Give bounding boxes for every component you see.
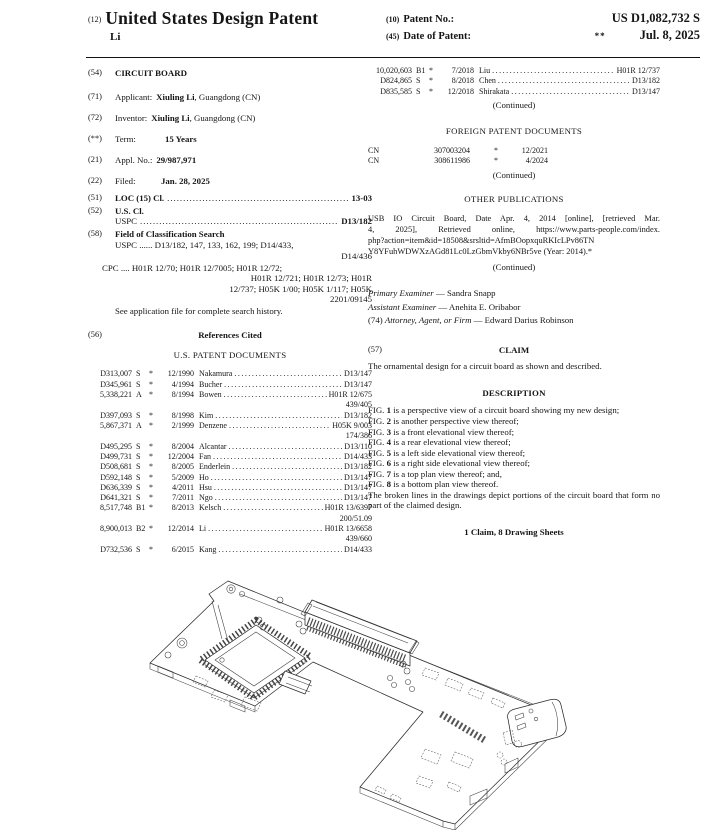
invention-title: CIRCUIT BOARD xyxy=(115,68,187,78)
attorney-name: Edward Darius Robinson xyxy=(484,315,574,326)
publication-line: USB IO Circuit Board, Date Apr. 4, 2014 [online], [retrieved Mar. xyxy=(368,213,660,223)
ref-examiner-cite-star: * xyxy=(149,482,153,492)
fig-prefix: FIG. xyxy=(368,468,385,479)
em-dash: — xyxy=(438,301,448,312)
inventor-label: Inventor: xyxy=(115,112,148,123)
cpc-search-line: 12/737; H05K 1/00; H05K 1/117; H05K xyxy=(229,283,372,294)
ref-classification: D14/433 xyxy=(344,451,372,461)
patent-number: US D1,082,732 S xyxy=(611,11,700,25)
em-dash: — xyxy=(473,315,483,326)
ref-date: 8/1998 xyxy=(171,410,194,420)
applicant-location: , Guangdong (CN) xyxy=(194,91,261,102)
ref-date: 6/2015 xyxy=(171,544,194,554)
ref-date: 12/1990 xyxy=(167,369,194,379)
ref-inventor-name: Li xyxy=(199,524,207,534)
ref-kind-code: S xyxy=(136,472,141,482)
uspc-search-line: USPC ...... D13/182, 147, 133, 162, 199; D14/433, xyxy=(115,240,294,251)
ref-patent-number: D508,681 xyxy=(100,462,132,472)
ref-classification: D13/182 xyxy=(344,410,372,420)
ref-date: 8/1994 xyxy=(171,390,194,400)
ref-classification: H01R 12/737 xyxy=(616,66,660,75)
ref-inventor-name: Ho xyxy=(199,472,209,482)
ref-classification: H01R 13/6397 xyxy=(324,503,372,513)
ref-examiner-cite-star: * xyxy=(149,524,153,534)
loc-class-value: 13-03 xyxy=(351,193,372,204)
inventor-surname: Li xyxy=(110,30,121,43)
ref-inventor-name: Enderlein xyxy=(199,462,231,472)
ref-patent-number: D499,731 xyxy=(100,451,132,461)
filed-date: Jan. 28, 2025 xyxy=(161,175,210,186)
ref-patent-number: 8,900,013 xyxy=(100,524,132,534)
patent-date: Jul. 8, 2025 xyxy=(639,28,700,42)
ref-examiner-cite-star: * xyxy=(149,420,153,430)
ref-kind-code: S xyxy=(136,482,141,492)
fig-text: is a rear elevational view thereof; xyxy=(393,437,511,448)
ref-kind-code: S xyxy=(136,462,141,472)
ref-classification: D13/147 xyxy=(632,86,660,96)
ref-inventor-name: Chen xyxy=(479,76,496,86)
fig-number: 4 xyxy=(386,437,391,448)
ref-inventor-name: Nakamura xyxy=(199,369,233,379)
ref-kind-code: S xyxy=(136,441,141,451)
ref-classification: D13/147 xyxy=(344,493,372,503)
ref-classification: H05K 9/003 xyxy=(332,420,372,430)
ref-patent-number: D495,295 xyxy=(100,441,132,451)
fig-prefix: FIG. xyxy=(368,426,385,437)
ref-classification: D13/147 xyxy=(344,472,372,482)
ref-examiner-cite-star: * xyxy=(149,410,153,420)
fig-text: is another perspective view thereof; xyxy=(393,415,519,426)
other-publications-heading: OTHER PUBLICATIONS xyxy=(464,194,564,205)
ref-date: 8/2004 xyxy=(171,441,194,451)
ref-patent-number: D313,007 xyxy=(100,369,132,379)
references-cited-title: References Cited xyxy=(198,330,262,341)
date-of-patent-label: Date of Patent: xyxy=(403,31,471,42)
publication-line: Y8YFuhWDWXzAGd81Lc0LzGbmVkby6NBr5ve (Year: 2014).* xyxy=(368,246,593,256)
claim-title: CLAIM xyxy=(498,344,530,355)
ref-classification: D14/433 xyxy=(344,544,372,554)
loc-class-label: LOC (15) Cl. xyxy=(115,193,165,204)
foreign-country-code: CN xyxy=(368,146,380,156)
ref-patent-number: 5,338,221 xyxy=(100,390,132,400)
us-class-label: U.S. Cl. xyxy=(115,205,144,216)
ref-classification: H01R 13/6658 xyxy=(324,524,372,534)
fig-number: 3 xyxy=(386,426,391,437)
ref-inventor-name: Kelsch xyxy=(199,503,222,513)
ref-date: 7/2011 xyxy=(172,493,194,503)
ref-examiner-cite-star: * xyxy=(149,441,153,451)
ref-classification: D13/182 xyxy=(344,462,372,472)
em-dash: — xyxy=(435,288,445,299)
fig-text: is a top plan view thereof; and, xyxy=(393,468,502,479)
ref-patent-number: D641,321 xyxy=(100,493,132,503)
fig-prefix: FIG. xyxy=(368,458,385,469)
fig-text: is a bottom plan view thereof. xyxy=(393,479,499,490)
ref-inventor-name: Liu xyxy=(479,66,491,75)
ref-kind-code: S xyxy=(136,493,141,503)
ref-date: 8/2005 xyxy=(171,462,194,472)
continued-note: (Continued) xyxy=(492,99,536,110)
ref-patent-number: D345,961 xyxy=(100,379,132,389)
ref-patent-number: D592,148 xyxy=(100,472,132,482)
ref-classification: D13/147 xyxy=(344,369,372,379)
fig-prefix: FIG. xyxy=(368,437,385,448)
ref-inventor-name: Bucher xyxy=(199,379,223,389)
filed-label: Filed: xyxy=(115,175,136,186)
field-number-74: (74) xyxy=(368,315,383,326)
ref-kind-code: B2 xyxy=(136,524,146,534)
us-patent-documents-heading: U.S. PATENT DOCUMENTS xyxy=(173,349,287,360)
ref-kind-code: S xyxy=(416,76,421,86)
ref-inventor-name: Alcantar xyxy=(199,441,227,451)
cpc-search-line: H01R 12/721; H01R 12/73; H01R xyxy=(250,273,372,284)
field-number: (56) xyxy=(88,330,102,340)
field-number: (**) xyxy=(88,133,102,143)
fig-number: 8 xyxy=(386,479,391,490)
ref-kind-code: B1 xyxy=(136,503,146,513)
ref-inventor-name: Hsu xyxy=(199,482,212,492)
foreign-cite-star: * xyxy=(494,146,498,156)
ref-kind-code: A xyxy=(136,420,142,430)
foreign-patent-documents-heading: FOREIGN PATENT DOCUMENTS xyxy=(445,126,583,137)
ref-date: 2/1999 xyxy=(171,420,194,430)
ref-kind-code: S xyxy=(136,451,141,461)
uspc-label: USPC xyxy=(115,216,138,227)
ref-inventor-name: Fan xyxy=(199,451,211,461)
ref-classification-continued: 200/51.09 xyxy=(339,513,372,523)
primary-examiner-name: Sandra Snapp xyxy=(446,288,496,299)
fig-number: 6 xyxy=(386,458,391,469)
field-number-10: (10) xyxy=(386,15,400,24)
fig-text: is a left side elevational view thereof; xyxy=(393,447,526,458)
ref-kind-code: S xyxy=(136,544,141,554)
ref-examiner-cite-star: * xyxy=(429,66,433,75)
ref-examiner-cite-star: * xyxy=(429,86,433,96)
publication-line: php?action=item&id=18508&srsltid=AfmBOopxquRKIcLPv86TN xyxy=(368,235,595,245)
field-number: (72) xyxy=(88,112,102,122)
claims-sheets-note: 1 Claim, 8 Drawing Sheets xyxy=(464,526,564,537)
fig-text: is a perspective view of a circuit board showing my new design; xyxy=(393,405,620,416)
attorney-label: Attorney, Agent, or Firm xyxy=(384,315,472,326)
field-number: (51) xyxy=(88,193,102,203)
uspc-value: D13/182 xyxy=(341,216,372,227)
fig-prefix: FIG. xyxy=(368,479,385,490)
field-number: (52) xyxy=(88,205,102,215)
foreign-cite-star: * xyxy=(494,156,498,166)
ref-inventor-name: Bowen xyxy=(199,390,222,400)
ref-patent-number: 5,867,371 xyxy=(100,420,132,430)
applicant-name: Xiuling Li xyxy=(156,91,195,102)
ref-examiner-cite-star: * xyxy=(149,493,153,503)
ref-classification-continued: 174/386 xyxy=(345,431,372,441)
broken-lines-note: The broken lines in the drawings depict portions of the circuit board that form no part of the claimed design. xyxy=(368,489,660,511)
ref-examiner-cite-star: * xyxy=(149,472,153,482)
ref-date: 5/2009 xyxy=(171,472,194,482)
ref-kind-code: S xyxy=(416,86,421,96)
fig-prefix: FIG. xyxy=(368,405,385,416)
description-heading: DESCRIPTION xyxy=(482,387,546,398)
foreign-patent-number: 307003204 xyxy=(434,146,470,156)
ref-inventor-name: Denzene xyxy=(199,420,227,430)
term-value: 15 Years xyxy=(165,133,197,144)
document-title: United States Design Patent xyxy=(105,8,319,28)
ref-inventor-name: Kim xyxy=(199,410,214,420)
fig-prefix: FIG. xyxy=(368,415,385,426)
search-history-text: See application file for complete search history. xyxy=(115,305,283,316)
fig-text: is a right side elevational view thereof; xyxy=(393,458,530,469)
cpc-search-line: 2201/09145 xyxy=(329,294,372,305)
ref-date: 12/2004 xyxy=(167,451,194,461)
field-number: (54) xyxy=(88,68,102,77)
ref-patent-number: D824,865 xyxy=(380,76,412,86)
applicant-label: Applicant: xyxy=(115,91,153,102)
ref-examiner-cite-star: * xyxy=(149,462,153,472)
ref-patent-number: D732,536 xyxy=(100,544,132,554)
assistant-examiner-name: Anehita E. Oribabor xyxy=(448,301,521,312)
term-label: Term: xyxy=(115,133,136,144)
ref-classification-continued: 439/660 xyxy=(345,534,372,544)
ref-examiner-cite-star: * xyxy=(149,503,153,513)
ref-classification: D13/147 xyxy=(344,482,372,492)
term-extension-note: ** xyxy=(594,31,606,41)
foreign-country-code: CN xyxy=(368,156,380,166)
field-number: (58) xyxy=(88,228,102,238)
ref-date: 8/2018 xyxy=(451,76,474,86)
ref-date: 12/2018 xyxy=(447,86,474,96)
primary-examiner-label: Primary Examiner xyxy=(368,288,434,299)
ref-patent-number: D636,339 xyxy=(100,482,132,492)
ref-classification: D13/147 xyxy=(344,379,372,389)
ref-date: 8/2013 xyxy=(171,503,194,513)
search-field-label: Field of Classification Search xyxy=(115,228,225,239)
ref-date: 4/2011 xyxy=(172,482,194,492)
assistant-examiner-label: Assistant Examiner xyxy=(368,301,437,312)
ref-inventor-name: Shirakata xyxy=(479,86,510,96)
ref-examiner-cite-star: * xyxy=(149,390,153,400)
ref-classification-continued: 439/405 xyxy=(345,400,372,410)
ref-examiner-cite-star: * xyxy=(149,369,153,379)
fig-number: 1 xyxy=(386,405,391,416)
fig-text: is a front elevational view thereof; xyxy=(393,426,515,437)
field-number-57: (57) xyxy=(368,344,382,354)
ref-patent-number: D397,093 xyxy=(100,410,132,420)
field-number: (22) xyxy=(88,175,102,185)
ref-classification: D13/182 xyxy=(632,76,660,86)
ref-classification: D13/110 xyxy=(344,441,372,451)
ref-patent-number: 8,517,748 xyxy=(100,503,132,513)
appl-no-value: 29/987,971 xyxy=(156,154,197,165)
ref-inventor-name: Kang xyxy=(199,544,217,554)
uspc-search-line: D14/436 xyxy=(341,251,372,262)
ref-date: 7/2018 xyxy=(451,66,474,75)
ref-patent-number: D835,585 xyxy=(380,86,412,96)
ref-kind-code: A xyxy=(136,390,142,400)
field-number: (71) xyxy=(88,91,102,101)
ref-kind-code: S xyxy=(136,410,141,420)
field-number-45: (45) xyxy=(386,32,400,41)
appl-no-label: Appl. No.: xyxy=(115,154,153,165)
ref-kind-code: S xyxy=(136,369,141,379)
field-number-12: (12) xyxy=(88,15,102,24)
ref-date: 12/2014 xyxy=(167,524,194,534)
foreign-date: 12/2021 xyxy=(521,146,548,156)
patent-no-label: Patent No.: xyxy=(403,14,455,25)
fig-number: 2 xyxy=(386,415,391,426)
ref-classification: H01R 12/675 xyxy=(328,390,372,400)
claim-text: The ornamental design for a circuit board as shown and described. xyxy=(368,361,602,372)
continued-note: (Continued) xyxy=(492,261,536,272)
ref-examiner-cite-star: * xyxy=(149,379,153,389)
inventor-name: Xiuling Li xyxy=(151,112,190,123)
fig-prefix: FIG. xyxy=(368,447,385,458)
ref-examiner-cite-star: * xyxy=(429,76,433,86)
ref-date: 4/1994 xyxy=(171,379,194,389)
continued-note: (Continued) xyxy=(492,169,536,180)
ref-examiner-cite-star: * xyxy=(149,544,153,554)
fig-number: 7 xyxy=(386,468,391,479)
foreign-date: 4/2024 xyxy=(525,156,548,166)
field-number: (21) xyxy=(88,154,102,164)
cpc-search-line: CPC .... H01R 12/70; H01R 12/7005; H01R 12/72; xyxy=(102,262,283,273)
ref-patent-number: 10,020,603 xyxy=(376,66,412,75)
ref-inventor-name: Ngo xyxy=(199,493,213,503)
ref-examiner-cite-star: * xyxy=(149,451,153,461)
foreign-patent-number: 308611986 xyxy=(434,156,470,166)
fig-number: 5 xyxy=(386,447,391,458)
ref-kind-code: B1 xyxy=(416,66,426,75)
publication-line: 4, 2025], Retrieved online, https://www.parts-people.com/index. xyxy=(368,224,660,234)
ref-kind-code: S xyxy=(136,379,141,389)
inventor-location: , Guangdong (CN) xyxy=(189,112,256,123)
